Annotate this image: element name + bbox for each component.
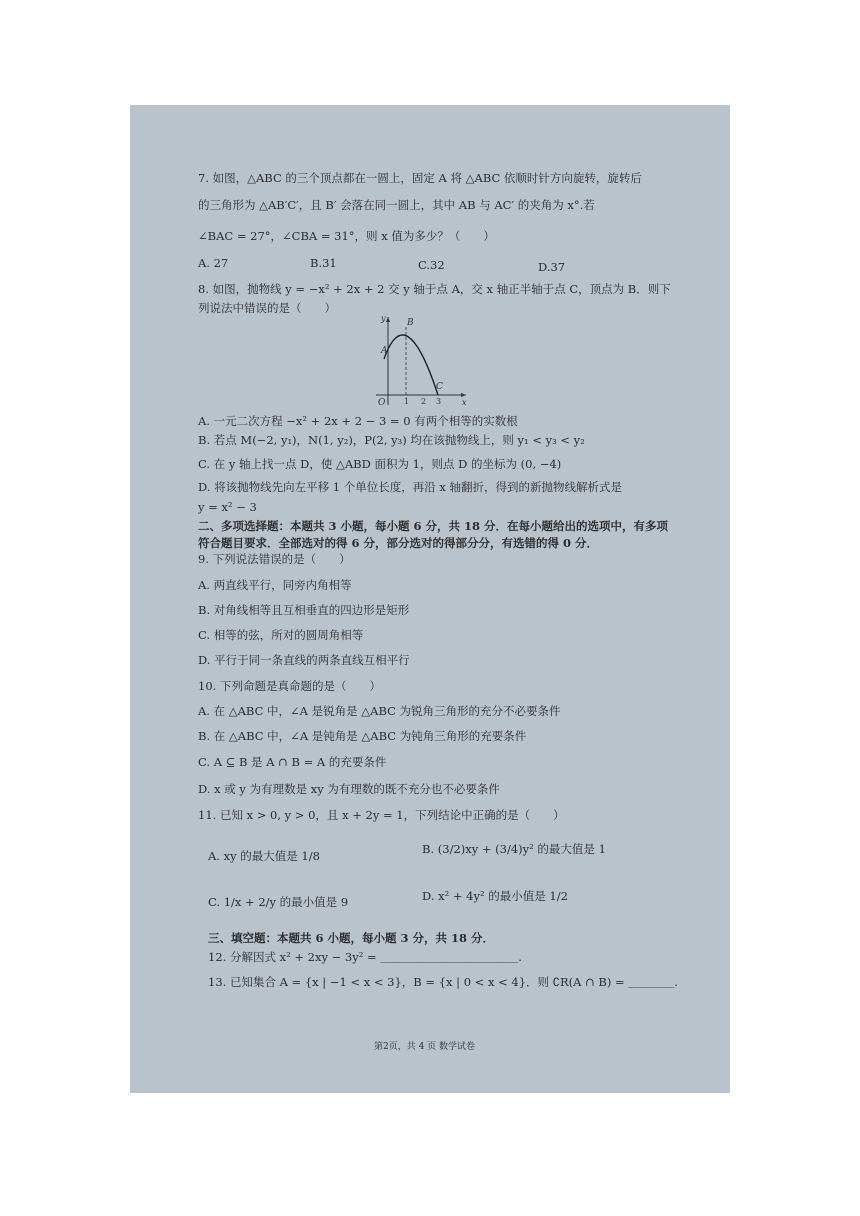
q7-option-b: B.31: [310, 256, 337, 270]
q7-option-d: D.37: [538, 260, 566, 274]
q11-option-d: D. x² + 4y² 的最小值是 1/2: [422, 889, 568, 903]
page-footer: 第2页，共 4 页 数学试卷: [374, 1042, 476, 1052]
q10-option-a: A. 在 △ABC 中，∠A 是锐角是 △ABC 为锐角三角形的充分不必要条件: [198, 704, 561, 718]
parabola-curve: [384, 335, 438, 395]
q8-line1: 8. 如图，抛物线 y = −x² + 2x + 2 交 y 轴于点 A，交 x 轴正半轴于点 C，顶点为 B．则下: [198, 282, 671, 296]
q7-line1: 7. 如图，△ABC 的三个顶点都在一圆上，固定 A 将 △ABC 依顺时针方向旋转，旋转后: [198, 171, 642, 185]
q7-option-c: C.32: [418, 258, 445, 272]
section3-heading: 三、填空题：本题共 6 小题，每小题 3 分，共 18 分．: [208, 931, 495, 945]
x-intercept-label: C: [436, 382, 443, 392]
q13-text: 13. 已知集合 A = {x | −1 < x < 3}，B = {x | 0 < x < 4}．则 ∁R(A ∩ B) = ＿＿＿＿.: [208, 975, 678, 989]
x-axis-label: x: [462, 398, 467, 407]
q10-stem: 10. 下列命题是真命题的是（ ）: [198, 679, 381, 693]
q8-option-a: A. 一元二次方程 −x² + 2x + 2 − 3 = 0 有两个相等的实数根: [198, 414, 518, 428]
section2-heading-line1: 二、多项选择题：本题共 3 小题，每小题 6 分，共 18 分．在每小题给出的选项中，有多项: [198, 519, 669, 533]
q11-option-a: A. xy 的最大值是 1/8: [208, 849, 320, 863]
q8-option-d-line2: y = x² − 3: [198, 500, 257, 514]
q8-option-d-line1: D. 将该抛物线先向左平移 1 个单位长度，再沿 x 轴翻折，得到的新抛物线解析式是: [198, 480, 623, 494]
q11-option-c: C. 1/x + 2/y 的最小值是 9: [208, 895, 349, 909]
parabola-graph: [370, 311, 470, 407]
tick-label-2: 2: [421, 397, 427, 406]
y-intercept-label: A: [381, 346, 388, 356]
q9-option-c: C. 相等的弦，所对的圆周角相等: [198, 628, 364, 642]
q9-option-b: B. 对角线相等且互相垂直的四边形是矩形: [198, 603, 410, 617]
q8-option-b: B. 若点 M(−2, y₁)，N(1, y₂)，P(2, y₃) 均在该抛物线上，则 y₁ < y₃ < y₂: [198, 433, 585, 447]
q10-option-d: D. x 或 y 为有理数是 xy 为有理数的既不充分也不必要条件: [198, 782, 500, 796]
exam-page: [130, 105, 730, 1093]
y-axis-label: y: [381, 314, 386, 323]
q11-stem: 11. 已知 x > 0, y > 0，且 x + 2y = 1，下列结论中正确的是（ ）: [198, 808, 565, 822]
q9-option-d: D. 平行于同一条直线的两条直线互相平行: [198, 653, 410, 667]
tick-label-3: 3: [436, 397, 442, 406]
q7-option-a: A. 27: [198, 256, 229, 270]
q12-text: 12. 分解因式 x² + 2xy − 3y² = ＿＿＿＿＿＿＿＿＿＿＿＿.: [208, 950, 522, 964]
x-axis-arrow: [461, 393, 466, 397]
section2-heading-line2: 符合题目要求．全部选对的得 6 分，部分选对的得部分分，有选错的得 0 分．: [198, 536, 599, 550]
y-axis-arrow: [386, 317, 390, 322]
q9-stem: 9. 下列说法错误的是（ ）: [198, 552, 351, 566]
q10-option-b: B. 在 △ABC 中，∠A 是钝角是 △ABC 为钝角三角形的充要条件: [198, 729, 527, 743]
q9-option-a: A. 两直线平行，同旁内角相等: [198, 578, 352, 592]
q8-line2: 列说法中错误的是（ ）: [198, 301, 336, 315]
origin-label: O: [378, 398, 386, 407]
q7-line3: ∠BAC = 27°，∠CBA = 31°，则 x 值为多少？（ ）: [198, 229, 495, 243]
tick-label-1: 1: [404, 397, 410, 406]
q8-option-c: C. 在 y 轴上找一点 D，使 △ABD 面积为 1，则点 D 的坐标为 (0, −4): [198, 457, 562, 471]
q7-line2: 的三角形为 △AB′C′，且 B′ 会落在同一圆上，其中 AB 与 AC′ 的夹角为 x°.若: [198, 198, 595, 212]
vertex-label: B: [407, 318, 414, 328]
q11-option-b: B. (3/2)xy + (3/4)y² 的最大值是 1: [422, 842, 606, 856]
q10-option-c: C. A ⊆ B 是 A ∩ B = A 的充要条件: [198, 755, 387, 769]
